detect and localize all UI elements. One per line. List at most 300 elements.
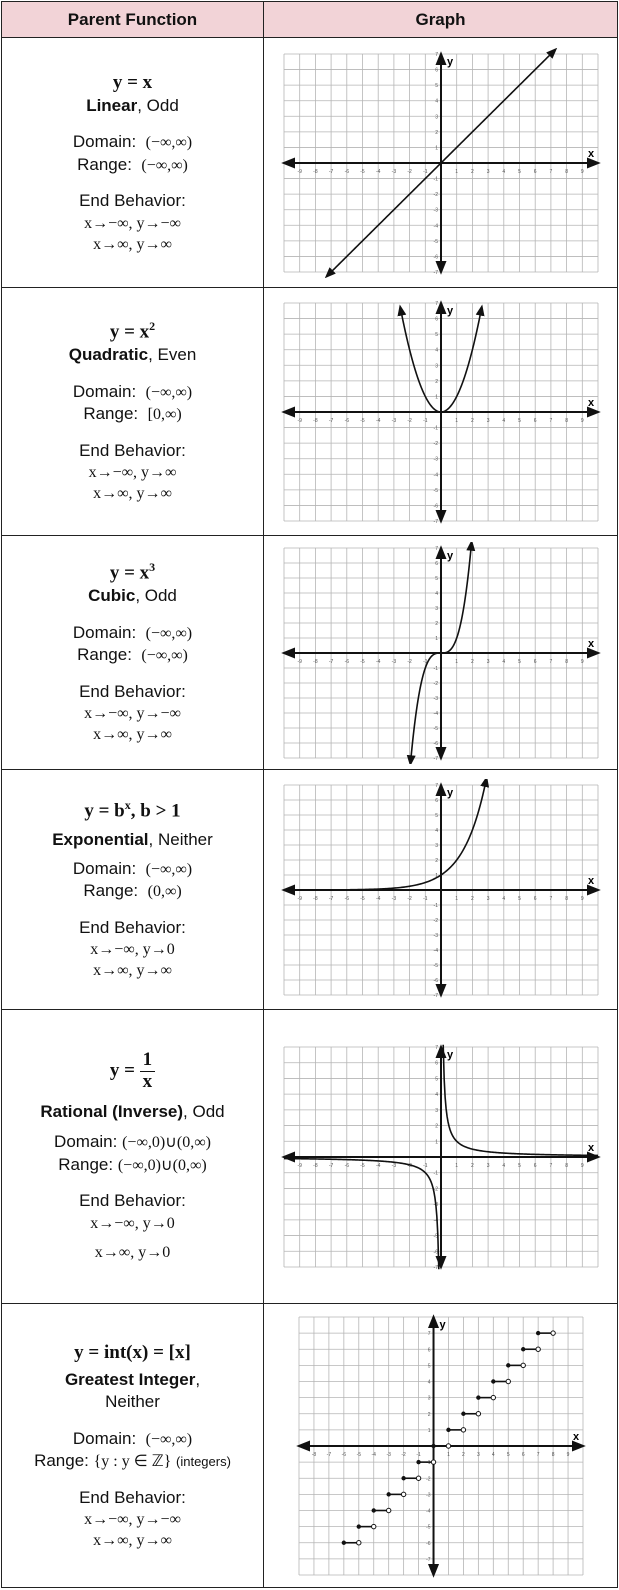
y-tick-label: 5 xyxy=(434,331,438,338)
range: Range: [0,∞) xyxy=(83,404,182,424)
x-tick-label: -5 xyxy=(359,895,365,902)
y-tick-label: -7 xyxy=(433,1264,438,1271)
x-tick-label: 1 xyxy=(454,417,458,424)
y-tick-label: -6 xyxy=(433,740,438,747)
equation: y = $\frac{1}{x}$ xyxy=(2,1050,263,1093)
open-point xyxy=(506,1379,510,1383)
y-tick-label: -3 xyxy=(433,207,438,214)
end-behavior-label: End Behavior: xyxy=(79,917,186,937)
x-tick-label: 7 xyxy=(549,168,552,175)
info-cell xyxy=(2,38,264,288)
x-tick-label: -4 xyxy=(375,417,380,424)
x-tick-label: 7 xyxy=(549,1162,552,1169)
equation: $y = x^2$ xyxy=(109,318,156,343)
x-tick-label: -1 xyxy=(422,417,428,424)
open-point xyxy=(461,1427,465,1431)
x-tick-label: 1 xyxy=(454,895,458,902)
x-tick-label: 7 xyxy=(549,417,552,424)
y-axis-label: y xyxy=(446,304,453,317)
y-tick-label: -1 xyxy=(425,1459,431,1466)
closed-point xyxy=(521,1347,525,1351)
x-tick-label: -7 xyxy=(328,658,333,665)
x-tick-label: 9 xyxy=(580,417,584,424)
x-tick-label: 3 xyxy=(476,1451,480,1458)
graph-cubic xyxy=(276,542,606,764)
domain: Domain: (−∞,∞) xyxy=(72,132,193,152)
end-behavior-left: x→−∞, y→0 xyxy=(90,940,175,958)
header-parent-function: Parent Function xyxy=(2,2,264,38)
equation: y = int(x) = [x] xyxy=(74,1341,191,1363)
y-tick-label: 6 xyxy=(434,67,438,74)
y-tick-label: 7 xyxy=(434,51,438,58)
x-tick-label: -7 xyxy=(328,895,333,902)
closed-point xyxy=(461,1411,465,1415)
x-tick-label: -9 xyxy=(296,658,302,665)
y-tick-label: -6 xyxy=(425,1540,431,1547)
y-axis-label: y xyxy=(446,55,453,68)
open-point xyxy=(431,1459,435,1463)
info-cell xyxy=(2,1010,264,1304)
x-tick-label: 7 xyxy=(536,1451,540,1458)
y-tick-label: -4 xyxy=(433,222,438,229)
end-behavior-left: x→−∞, y→−∞ xyxy=(84,214,181,232)
x-tick-label: -2 xyxy=(406,895,412,902)
graph-cell xyxy=(264,38,618,288)
y-tick-label: 7 xyxy=(434,300,438,307)
x-tick-label: -9 xyxy=(296,168,302,175)
x-tick-label: -2 xyxy=(406,417,412,424)
x-tick-label: 7 xyxy=(549,658,552,665)
y-tick-label: 1 xyxy=(434,872,438,879)
header-graph: Graph xyxy=(264,2,618,38)
y-tick-label: -4 xyxy=(433,471,438,478)
y-tick-label: -1 xyxy=(433,176,438,183)
y-tick-label: 6 xyxy=(434,560,438,567)
x-tick-label: 6 xyxy=(533,895,537,902)
end-behavior-right: x→∞, y→∞ xyxy=(93,962,172,980)
x-tick-label: 3 xyxy=(486,1162,489,1169)
row-cubic xyxy=(2,536,618,770)
x-tick-label: 1 xyxy=(446,1451,450,1458)
x-tick-label: -3 xyxy=(391,1162,396,1169)
domain: Domain: (−∞,∞) xyxy=(72,1428,193,1448)
x-tick-label: -1 xyxy=(422,168,428,175)
equation: $y = x^3$ xyxy=(109,559,156,584)
y-tick-label: -4 xyxy=(433,947,438,954)
x-tick-label: 5 xyxy=(517,658,521,665)
x-tick-label: -6 xyxy=(344,658,349,665)
y-tick-label: 5 xyxy=(434,812,438,819)
x-tick-label: 5 xyxy=(517,168,521,175)
y-tick-label: 1 xyxy=(434,393,438,400)
graph-cell xyxy=(264,770,618,1010)
classification: Exponential, Neither xyxy=(52,830,213,850)
classification: Greatest Integer, xyxy=(64,1369,201,1389)
x-tick-label: 9 xyxy=(580,895,584,902)
x-tick-label: -9 xyxy=(296,417,302,424)
x-tick-label: 1 xyxy=(454,168,458,175)
x-tick-label: -2 xyxy=(406,168,412,175)
x-tick-label: -5 xyxy=(359,417,365,424)
closed-point xyxy=(371,1508,375,1512)
y-tick-label: -3 xyxy=(425,1491,431,1498)
closed-point xyxy=(416,1459,420,1463)
y-axis-label: y xyxy=(446,786,453,799)
y-tick-label: -1 xyxy=(433,1170,438,1177)
y-tick-label: 3 xyxy=(434,605,438,612)
x-tick-label: -4 xyxy=(375,895,380,902)
x-tick-label: 8 xyxy=(564,895,568,902)
x-tick-label: 5 xyxy=(517,417,521,424)
graph-linear xyxy=(276,48,606,278)
x-tick-label: 2 xyxy=(470,895,474,902)
x-axis-label: x xyxy=(587,1141,594,1154)
x-axis-label: x xyxy=(587,396,594,409)
y-tick-label: -1 xyxy=(433,425,438,432)
end-behavior-right: x→∞, y→∞ xyxy=(93,235,172,253)
y-tick-label: 2 xyxy=(434,857,438,864)
header-row xyxy=(2,2,618,38)
x-tick-label: -6 xyxy=(344,895,349,902)
y-tick-label: 4 xyxy=(434,98,438,105)
y-tick-label: -7 xyxy=(433,269,438,276)
end-behavior-right: x→∞, y→∞ xyxy=(93,485,172,503)
end-behavior-label: End Behavior: xyxy=(79,191,186,211)
open-point xyxy=(521,1363,525,1367)
y-tick-label: -2 xyxy=(433,917,438,924)
x-tick-label: 1 xyxy=(454,1162,458,1169)
x-tick-label: -3 xyxy=(391,895,396,902)
x-tick-label: -5 xyxy=(359,168,365,175)
closed-point xyxy=(491,1379,495,1383)
x-tick-label: 4 xyxy=(501,168,505,175)
y-tick-label: -1 xyxy=(433,902,438,909)
x-tick-label: -7 xyxy=(328,417,333,424)
open-point xyxy=(476,1411,480,1415)
y-tick-label: 4 xyxy=(434,827,438,834)
classification: Quadratic, Even xyxy=(68,345,197,365)
open-point xyxy=(550,1330,554,1334)
x-axis-label: x xyxy=(572,1430,579,1443)
end-behavior-label: End Behavior: xyxy=(79,681,186,701)
x-tick-label: -3 xyxy=(391,168,396,175)
x-tick-label: -8 xyxy=(312,895,318,902)
y-tick-label: 2 xyxy=(434,620,438,627)
y-tick-label: 6 xyxy=(434,1060,438,1067)
y-tick-label: 2 xyxy=(434,1123,438,1130)
x-tick-label: 2 xyxy=(461,1451,465,1458)
y-tick-label: 5 xyxy=(434,82,438,89)
graph-cell xyxy=(264,1010,618,1304)
open-point xyxy=(371,1524,375,1528)
x-tick-label: 6 xyxy=(533,168,537,175)
y-tick-label: -7 xyxy=(425,1556,431,1563)
x-tick-label: 8 xyxy=(564,168,568,175)
y-tick-label: 7 xyxy=(434,782,438,789)
x-tick-label: 8 xyxy=(551,1451,554,1458)
y-tick-label: 2 xyxy=(434,378,438,385)
x-tick-label: 8 xyxy=(564,1162,568,1169)
y-tick-label: -5 xyxy=(433,487,438,494)
y-tick-label: 1 xyxy=(434,144,438,151)
row-rational xyxy=(2,1010,618,1304)
x-tick-label: -5 xyxy=(359,658,365,665)
closed-point xyxy=(386,1492,390,1496)
x-tick-label: 1 xyxy=(454,658,458,665)
y-tick-label: -4 xyxy=(433,1217,438,1224)
domain: Domain: (−∞,∞) xyxy=(72,858,193,878)
function-curve xyxy=(443,1044,598,1155)
x-tick-label: 6 xyxy=(533,417,537,424)
y-tick-label: 2 xyxy=(427,1411,431,1418)
y-tick-label: 4 xyxy=(434,590,438,597)
x-axis-label: x xyxy=(587,637,594,650)
info-cell xyxy=(2,770,264,1010)
graph-greatest-integer xyxy=(291,1311,591,1581)
y-tick-label: -3 xyxy=(433,456,438,463)
x-tick-label: -7 xyxy=(328,168,333,175)
x-tick-label: 7 xyxy=(549,895,552,902)
end-behavior-right: x→∞, y→∞ xyxy=(93,726,172,744)
x-tick-label: 5 xyxy=(517,895,521,902)
y-tick-label: -7 xyxy=(433,518,438,525)
y-tick-label: -6 xyxy=(433,253,438,260)
x-tick-label: -6 xyxy=(344,168,349,175)
y-tick-label: 4 xyxy=(434,347,438,354)
x-tick-label: -3 xyxy=(391,417,396,424)
end-behavior-label: End Behavior: xyxy=(79,1487,186,1507)
x-tick-label: -5 xyxy=(359,1162,365,1169)
end-behavior-right: x→∞, y→0 xyxy=(94,1243,171,1261)
x-tick-label: 6 xyxy=(533,1162,537,1169)
open-point xyxy=(386,1508,390,1512)
x-tick-label: -1 xyxy=(415,1451,421,1458)
x-tick-label: -8 xyxy=(312,168,318,175)
y-tick-label: 5 xyxy=(434,575,438,582)
x-tick-label: 8 xyxy=(564,658,568,665)
y-tick-label: 5 xyxy=(434,1075,438,1082)
y-tick-label: 1 xyxy=(434,635,438,642)
x-tick-label: 2 xyxy=(470,1162,474,1169)
y-tick-label: 1 xyxy=(434,1138,438,1145)
closed-point xyxy=(431,1443,435,1447)
equation: y = x xyxy=(112,71,153,93)
x-tick-label: -4 xyxy=(371,1451,376,1458)
x-tick-label: 3 xyxy=(486,895,489,902)
closed-point xyxy=(506,1363,510,1367)
x-tick-label: -6 xyxy=(341,1451,346,1458)
x-tick-label: -8 xyxy=(312,417,318,424)
graph-cell xyxy=(264,536,618,770)
x-tick-label: -6 xyxy=(344,1162,349,1169)
y-tick-label: -6 xyxy=(433,1248,438,1255)
open-point xyxy=(535,1347,539,1351)
y-tick-label: -6 xyxy=(433,977,438,984)
x-tick-label: -4 xyxy=(375,658,380,665)
x-tick-label: 9 xyxy=(580,168,584,175)
x-tick-label: -7 xyxy=(328,1162,333,1169)
open-point xyxy=(401,1492,405,1496)
x-tick-label: 3 xyxy=(486,417,489,424)
y-tick-label: -3 xyxy=(433,932,438,939)
closed-point xyxy=(401,1476,405,1480)
x-tick-label: 9 xyxy=(580,1162,584,1169)
closed-point xyxy=(476,1395,480,1399)
closed-point xyxy=(446,1427,450,1431)
y-tick-label: 3 xyxy=(434,842,438,849)
x-tick-label: -3 xyxy=(391,658,396,665)
open-point xyxy=(491,1395,495,1399)
y-tick-label: -5 xyxy=(433,725,438,732)
y-tick-label: 3 xyxy=(434,1107,438,1114)
x-tick-label: 4 xyxy=(501,895,505,902)
closed-point xyxy=(535,1330,539,1334)
graph-exponential xyxy=(276,779,606,1001)
y-tick-label: -3 xyxy=(433,695,438,702)
open-point xyxy=(416,1476,420,1480)
y-axis-label: y xyxy=(439,1318,446,1331)
y-tick-label: 3 xyxy=(434,362,438,369)
end-behavior-label: End Behavior: xyxy=(79,1191,186,1211)
x-tick-label: 4 xyxy=(501,417,505,424)
y-tick-label: -4 xyxy=(425,1508,431,1514)
x-tick-label: 5 xyxy=(506,1451,510,1458)
y-tick-label: -5 xyxy=(433,962,438,969)
x-tick-label: -1 xyxy=(422,1162,428,1169)
y-tick-label: 1 xyxy=(427,1427,431,1434)
x-tick-label: 4 xyxy=(501,658,505,665)
y-tick-label: 3 xyxy=(434,113,438,120)
row-greatest-integer xyxy=(2,1304,618,1588)
end-behavior-left: x→−∞, y→∞ xyxy=(88,463,177,481)
y-tick-label: 7 xyxy=(427,1330,431,1337)
y-tick-label: 6 xyxy=(427,1346,431,1353)
x-tick-label: -6 xyxy=(344,417,349,424)
x-tick-label: 2 xyxy=(470,417,474,424)
y-tick-label: -5 xyxy=(425,1524,431,1531)
graph-rational xyxy=(276,1041,606,1273)
y-tick-label: -2 xyxy=(433,191,438,198)
range: Range: (0,∞) xyxy=(83,881,182,901)
y-tick-label: -4 xyxy=(433,710,438,717)
y-tick-label: -5 xyxy=(433,1233,438,1240)
y-tick-label: 6 xyxy=(434,797,438,804)
y-tick-label: -2 xyxy=(433,680,438,687)
x-tick-label: -2 xyxy=(406,1162,412,1169)
open-point xyxy=(446,1443,450,1447)
info-cell xyxy=(2,288,264,536)
y-tick-label: -2 xyxy=(433,1185,438,1192)
y-tick-label: 6 xyxy=(434,316,438,323)
equation: $y = b^x$, b > 1 xyxy=(84,797,181,822)
x-tick-label: -8 xyxy=(312,658,318,665)
x-tick-label: -8 xyxy=(311,1451,316,1458)
x-tick-label: 8 xyxy=(564,417,568,424)
classification: Rational (Inverse), Odd xyxy=(40,1101,225,1121)
x-tick-label: -1 xyxy=(422,658,428,665)
closed-point xyxy=(341,1540,345,1544)
y-tick-label: -1 xyxy=(433,665,438,672)
x-tick-label: 5 xyxy=(517,1162,521,1169)
domain: Domain: (−∞,∞) xyxy=(72,622,193,642)
y-tick-label: -5 xyxy=(433,238,438,245)
y-tick-label: -2 xyxy=(433,440,438,447)
row-exponential xyxy=(2,770,618,1010)
y-tick-label: 4 xyxy=(434,1091,438,1098)
x-tick-label: 4 xyxy=(501,1162,505,1169)
x-tick-label: 3 xyxy=(486,168,489,175)
x-tick-label: -5 xyxy=(356,1451,361,1458)
x-tick-label: -2 xyxy=(400,1451,406,1458)
info-cell xyxy=(2,536,264,770)
x-tick-label: 9 xyxy=(580,658,584,665)
x-tick-label: -2 xyxy=(406,658,412,665)
x-tick-label: 2 xyxy=(470,658,474,665)
classification: Linear, Odd xyxy=(86,96,179,116)
end-behavior-left: x→−∞, y→0 xyxy=(90,1214,175,1232)
y-tick-label: -6 xyxy=(433,502,438,509)
x-tick-label: 2 xyxy=(470,168,474,175)
x-tick-label: -4 xyxy=(375,1162,380,1169)
y-tick-label: -2 xyxy=(425,1475,431,1482)
y-axis-label: y xyxy=(446,549,453,562)
x-tick-label: 6 xyxy=(533,658,537,665)
y-axis-label: y xyxy=(446,1048,453,1061)
y-tick-label: -3 xyxy=(433,1201,438,1208)
row-linear xyxy=(2,38,618,288)
x-tick-label: -9 xyxy=(296,895,302,902)
graph-quadratic xyxy=(276,297,606,527)
domain: Domain: (−∞,∞) xyxy=(72,381,193,401)
x-tick-label: -1 xyxy=(422,895,428,902)
graph-cell xyxy=(264,1304,618,1588)
x-tick-label: 3 xyxy=(486,658,489,665)
x-tick-label: -7 xyxy=(326,1451,331,1458)
classification-line2: Neither xyxy=(105,1392,160,1412)
y-tick-label: 7 xyxy=(434,545,438,552)
end-behavior-left: x→−∞, y→−∞ xyxy=(84,1511,181,1529)
x-axis-label: x xyxy=(587,874,594,887)
x-axis-label: x xyxy=(587,147,594,160)
y-tick-label: -7 xyxy=(433,755,438,762)
x-tick-label: -4 xyxy=(375,168,380,175)
classification: Cubic, Odd xyxy=(88,586,177,606)
end-behavior-left: x→−∞, y→−∞ xyxy=(84,704,181,722)
range: Range: {y : y ∈ ℤ} (integers) xyxy=(34,1451,231,1471)
end-behavior-label: End Behavior: xyxy=(79,440,186,460)
x-tick-label: -8 xyxy=(312,1162,318,1169)
x-tick-label: -9 xyxy=(296,1162,302,1169)
domain: Domain: (−∞,0)∪(0,∞) xyxy=(54,1132,211,1152)
info-cell xyxy=(2,1304,264,1588)
range: Range: (−∞,∞) xyxy=(77,645,188,665)
open-point xyxy=(356,1540,360,1544)
x-tick-label: 9 xyxy=(566,1451,569,1458)
graph-cell xyxy=(264,288,618,536)
y-tick-label: 4 xyxy=(427,1379,431,1385)
y-tick-label: -7 xyxy=(433,992,438,999)
end-behavior-right: x→∞, y→∞ xyxy=(93,1532,172,1550)
function-curve xyxy=(284,1158,439,1269)
y-tick-label: 2 xyxy=(434,129,438,136)
range: Range: (−∞,∞) xyxy=(77,154,188,174)
row-quadratic xyxy=(2,288,618,536)
range: Range: (−∞,0)∪(0,∞) xyxy=(58,1154,207,1174)
x-tick-label: -3 xyxy=(385,1451,391,1458)
x-tick-label: 4 xyxy=(491,1451,495,1458)
parent-function-table xyxy=(1,1,618,1588)
closed-point xyxy=(356,1524,360,1528)
